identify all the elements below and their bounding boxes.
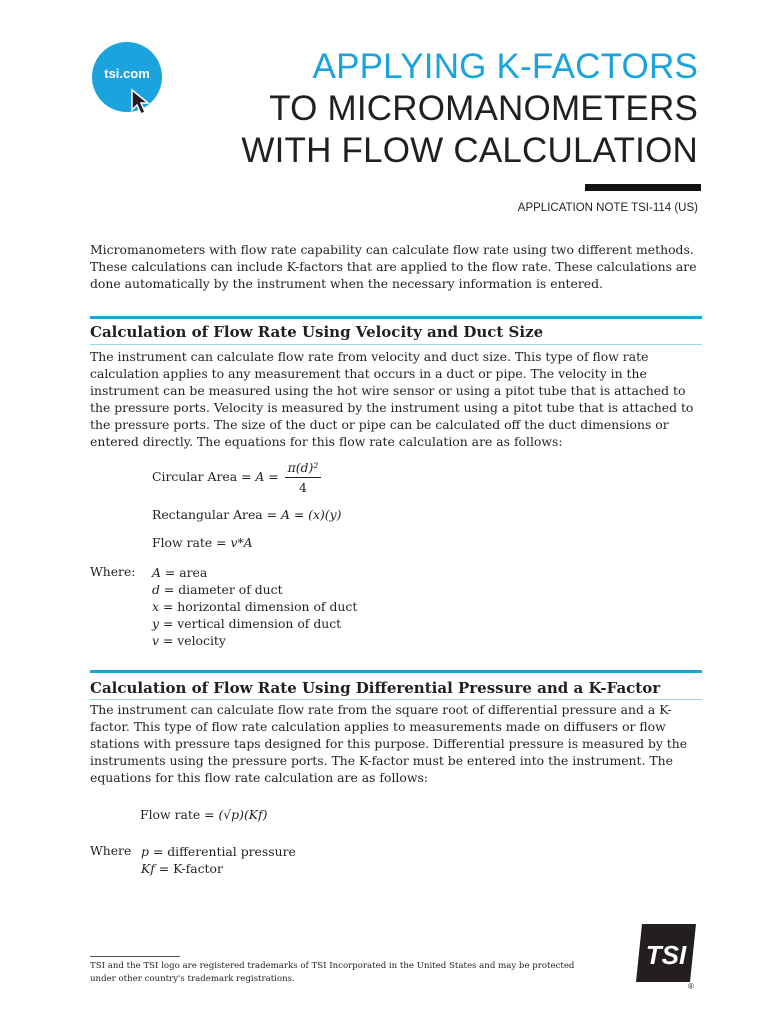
equation-circular-area (152, 460, 321, 495)
eq-circular-numerator: π(d)² (285, 460, 322, 478)
eq-rect-label: Rectangular Area = (152, 507, 281, 522)
eq2-label: Flow rate = (140, 807, 219, 822)
section2-top-rule (90, 670, 702, 673)
tsi-logo-text: TSI (645, 940, 687, 970)
section2-under-rule (90, 699, 702, 700)
application-note-id: APPLICATION NOTE TSI-114 (US) (517, 202, 698, 214)
equation-flow-rate-kfactor (140, 807, 267, 822)
eq-circular-label: Circular Area = (152, 469, 256, 484)
intro-paragraph: Micromanometers with flow rate capability can calculate flow rate using two different methods. These calculations can include K-factors that are applied to the flow rate. These calculations are done automatically by the instrument when the necessary information is entered. (90, 242, 697, 291)
section1-heading: Calculation of Flow Rate Using Velocity and Duct Size (90, 323, 544, 341)
eq-flow-rhs: v*A (230, 535, 253, 550)
trademark-footnote: TSI and the TSI logo are registered trademarks of TSI Incorporated in the United States and may be protected under other country's trademark registrations. (90, 961, 575, 984)
title-line-3: WITH FLOW CALCULATION (241, 131, 698, 170)
tsi-brand-logo (630, 918, 702, 990)
tsi-com-logo[interactable] (92, 42, 162, 112)
eq-circular-var: A (255, 469, 265, 484)
section2-heading: Calculation of Flow Rate Using Differential Pressure and a K-Factor (90, 679, 661, 697)
definition-item: x = horizontal dimension of duct (152, 599, 358, 614)
section1-under-rule (90, 344, 702, 345)
where-label-2: Where (90, 843, 132, 858)
variable-definitions-1 (152, 564, 357, 649)
section1-body: The instrument can calculate flow rate from velocity and duct size. This type of flow rate calculation applies to any measurement that occurs in a duct or pipe. The velocity in the instrument can be measured using the hot wire sensor or using a pitot tube that is attached to the pressure ports. Velocity is measured by the instrument using a pitot tube that is attached to the pressure ports. The size of the duct or pipe can be calculated off the duct dimensions or entered directly. The equations for this flow rate calculation are as follows: (90, 349, 694, 449)
definition-item: A = area (152, 565, 208, 580)
footnote-rule (90, 956, 180, 957)
title-divider (585, 184, 701, 191)
definition-item: Kf = K-factor (141, 861, 223, 876)
equation-flow-rate (152, 535, 253, 550)
variable-definitions-2 (141, 843, 296, 877)
definition-item: d = diameter of duct (152, 582, 283, 597)
definition-item: v = velocity (152, 633, 226, 648)
eq-circular-fraction (285, 460, 322, 495)
eq-rect-rhs: = (x)(y) (289, 507, 342, 522)
eq-rect-var: A (280, 507, 290, 522)
title-line-1: APPLYING K-FACTORS (312, 47, 698, 86)
registered-mark: ® (688, 982, 694, 990)
equation-rectangular-area (152, 507, 341, 522)
cursor-arrow-icon (130, 88, 152, 116)
definition-item: p = differential pressure (141, 844, 296, 859)
eq-circular-equals: = (264, 469, 283, 484)
eq2-rhs: (√p)(Kf) (218, 807, 268, 822)
title-line-2: TO MICROMANOMETERS (269, 89, 698, 128)
section1-top-rule (90, 316, 702, 319)
eq-circular-denominator: 4 (298, 480, 307, 495)
eq-flow-label: Flow rate = (152, 535, 231, 550)
logo-text: tsi.com (104, 66, 150, 81)
section2-body: The instrument can calculate flow rate from the square root of differential pressure and a K-factor. This type of flow rate calculation applies to measurements made on diffusers or flow stations with pressure taps designed for this purpose. Differential pressure is measured by the instruments using the pressure ports. The K-factor must be entered into the instrument. The equations for this flow rate calculation are as follows: (90, 702, 688, 785)
where-label-1: Where: (90, 564, 136, 579)
definition-item: y = vertical dimension of duct (152, 616, 342, 631)
page-title (241, 46, 698, 172)
